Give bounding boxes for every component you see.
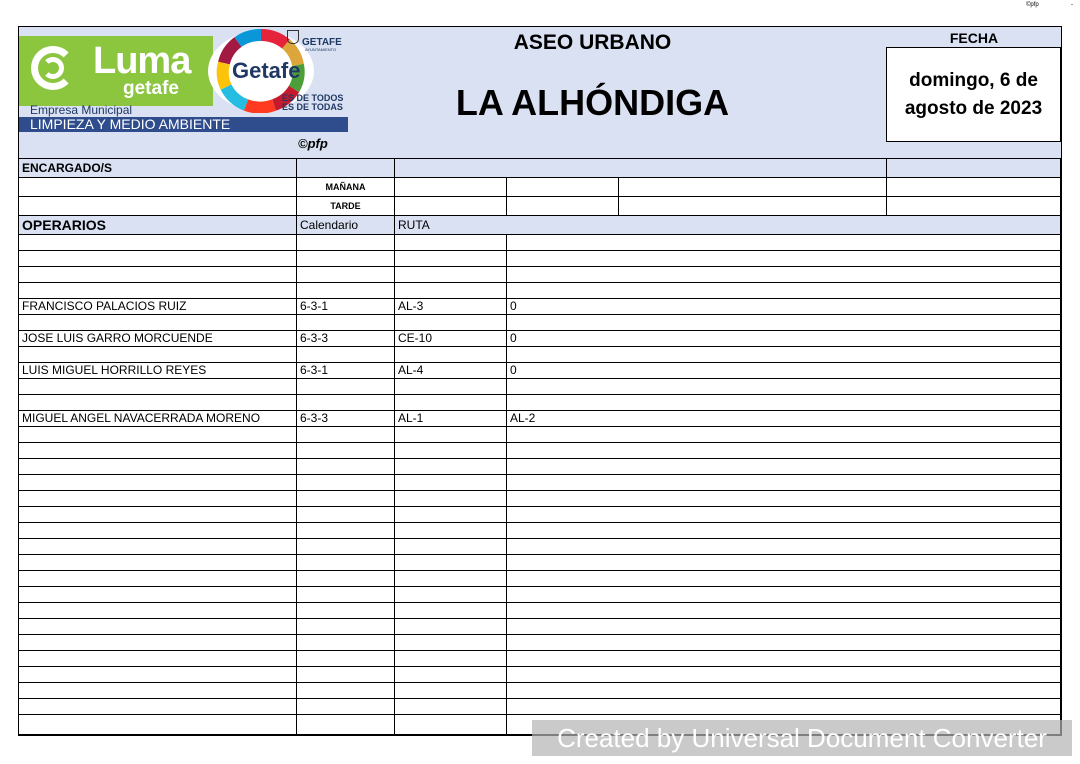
table-row-cell — [507, 347, 1061, 363]
top-dash: - — [1071, 2, 1073, 8]
operario-name: LUIS MIGUEL HORRILLO REYES — [19, 363, 297, 379]
operario-name: FRANCISCO PALACIOS RUIZ — [19, 299, 297, 315]
operario-name: JOSE LUIS GARRO MORCUENDE — [19, 331, 297, 347]
table-row-cell — [507, 379, 1061, 395]
operario-extra: 0 — [507, 331, 1061, 347]
table-row-cell — [395, 683, 507, 699]
table-row-cell — [507, 459, 1061, 475]
tarde-cell — [507, 197, 619, 216]
table-row-cell — [19, 395, 297, 411]
table-row-cell — [19, 491, 297, 507]
table-row-cell — [507, 507, 1061, 523]
table-row-cell — [297, 283, 395, 299]
col-ruta: RUTA — [395, 216, 1061, 235]
operario-extra: 0 — [507, 299, 1061, 315]
table-row-cell — [297, 603, 395, 619]
table-row-cell — [395, 571, 507, 587]
table-row-cell — [297, 427, 395, 443]
operario-ruta: CE-10 — [395, 331, 507, 347]
table-row-cell — [395, 587, 507, 603]
table-row-cell — [19, 555, 297, 571]
operario-ruta: AL-4 — [395, 363, 507, 379]
table-row-cell — [395, 619, 507, 635]
tarde-cell — [619, 197, 887, 216]
table-row-cell — [507, 555, 1061, 571]
table-row-cell — [507, 251, 1061, 267]
table-row-cell — [297, 315, 395, 331]
table-row-cell — [507, 283, 1061, 299]
ayuntamiento-sub-text: AYUNTAMIENTO — [305, 47, 337, 52]
table-row-cell — [507, 427, 1061, 443]
encargados-cell — [887, 159, 1061, 178]
table-row-cell — [297, 267, 395, 283]
table-row-cell — [297, 635, 395, 651]
table-row-cell — [395, 507, 507, 523]
table-row-cell — [297, 523, 395, 539]
place-title: LA ALHÓNDIGA — [455, 82, 730, 123]
table-row-cell — [395, 347, 507, 363]
table-row-cell — [395, 715, 507, 735]
es-de-todos-line: ES DE TODOS — [282, 93, 344, 103]
table-row-cell — [19, 267, 297, 283]
encargados-cell — [297, 159, 395, 178]
table-row-cell — [19, 235, 297, 251]
table-row-cell — [19, 379, 297, 395]
table-row-cell — [507, 395, 1061, 411]
table-row-cell — [19, 443, 297, 459]
table-row-cell — [395, 667, 507, 683]
table-row-cell — [395, 651, 507, 667]
table-row-cell — [395, 475, 507, 491]
tarde-label: TARDE — [297, 197, 395, 216]
table-row-cell — [297, 683, 395, 699]
table-row-cell — [507, 539, 1061, 555]
table-row-cell — [507, 315, 1061, 331]
operario-calendario: 6-3-3 — [297, 411, 395, 427]
sheet-header — [19, 27, 1061, 159]
table-row-cell — [19, 715, 297, 735]
table-row-cell — [297, 475, 395, 491]
ayuntamiento-text: GETAFE — [302, 37, 342, 48]
table-row-cell — [297, 491, 395, 507]
table-row-cell — [19, 571, 297, 587]
table-row-cell — [395, 523, 507, 539]
table-row-cell — [395, 443, 507, 459]
empresa-municipal-text: Empresa Municipal — [30, 103, 133, 117]
table-row-cell — [395, 395, 507, 411]
table-row-cell — [297, 235, 395, 251]
top-mark: ©pfp — [1026, 2, 1039, 8]
encargado-name-cell — [19, 178, 297, 197]
table-row-cell — [395, 267, 507, 283]
luma-logo — [19, 36, 213, 106]
table-row-cell — [507, 635, 1061, 651]
table-row-cell — [507, 651, 1061, 667]
operario-extra: AL-2 — [507, 411, 1061, 427]
table-row-cell — [297, 347, 395, 363]
table-row-cell — [19, 603, 297, 619]
table-row-cell — [19, 619, 297, 635]
encargados-label: ENCARGADO/S — [19, 159, 297, 178]
crest-icon — [287, 30, 299, 44]
table-row-cell — [395, 635, 507, 651]
es-de-todas-line: ES DE TODAS — [282, 102, 343, 112]
luma-swirl-inner-icon — [42, 57, 64, 79]
table-row-cell — [507, 443, 1061, 459]
table-row-cell — [297, 507, 395, 523]
table-row-cell — [19, 539, 297, 555]
table-row-cell — [297, 251, 395, 267]
section-title: ASEO URBANO — [513, 31, 672, 54]
table-row-cell — [395, 459, 507, 475]
table-row-cell — [297, 555, 395, 571]
operario-extra: 0 — [507, 363, 1061, 379]
operario-calendario: 6-3-1 — [297, 299, 395, 315]
getafe-logo-text: Getafe — [232, 58, 301, 83]
table-row-cell — [395, 699, 507, 715]
operarios-label: OPERARIOS — [19, 216, 297, 235]
table-row-cell — [19, 347, 297, 363]
operario-calendario: 6-3-3 — [297, 331, 395, 347]
table-row-cell — [395, 603, 507, 619]
table-row-cell — [507, 667, 1061, 683]
table-row-cell — [507, 475, 1061, 491]
limpieza-bar: LIMPIEZA Y MEDIO AMBIENTE — [19, 117, 348, 132]
table-row-cell — [395, 427, 507, 443]
table-row-cell — [19, 523, 297, 539]
fecha-label: FECHA — [949, 30, 999, 46]
manana-cell — [507, 178, 619, 197]
table-row-cell — [19, 635, 297, 651]
manana-cell — [395, 178, 507, 197]
table-row-cell — [19, 507, 297, 523]
manana-cell — [619, 178, 887, 197]
table-row-cell — [507, 699, 1061, 715]
table-row-cell — [19, 315, 297, 331]
table-row-cell — [19, 587, 297, 603]
table-row-cell — [19, 667, 297, 683]
table-row-cell — [19, 427, 297, 443]
table-row-cell — [507, 523, 1061, 539]
table-row-cell — [507, 571, 1061, 587]
table-row-cell — [297, 539, 395, 555]
table-row-cell — [297, 651, 395, 667]
table-row-cell — [19, 683, 297, 699]
table-row-cell — [507, 603, 1061, 619]
converter-watermark: Created by Universal Document Converter — [532, 720, 1072, 756]
pfp-mark: ©pfp — [298, 136, 328, 151]
tarde-cell — [395, 197, 507, 216]
table-row-cell — [19, 283, 297, 299]
table-row-cell — [297, 715, 395, 735]
table-row-cell — [507, 491, 1061, 507]
table-row-cell — [297, 619, 395, 635]
table-row-cell — [395, 315, 507, 331]
es-de-todos-text — [282, 94, 343, 112]
table-row-cell — [19, 699, 297, 715]
table-row-cell — [297, 587, 395, 603]
table-row-cell — [395, 235, 507, 251]
table-row-cell — [297, 459, 395, 475]
table-row-cell — [395, 491, 507, 507]
operario-ruta: AL-1 — [395, 411, 507, 427]
fecha-value: domingo, 6 de agosto de 2023 — [886, 47, 1061, 142]
table-row-cell — [395, 539, 507, 555]
schedule-sheet — [18, 26, 1062, 736]
manana-label: MAÑANA — [297, 178, 395, 197]
table-row-cell — [507, 587, 1061, 603]
table-row-cell — [19, 651, 297, 667]
operario-ruta: AL-3 — [395, 299, 507, 315]
table-row-cell — [297, 699, 395, 715]
table-row-cell — [507, 683, 1061, 699]
table-row-cell — [395, 251, 507, 267]
table-row-cell — [297, 395, 395, 411]
table-row-cell — [297, 571, 395, 587]
tarde-cell — [887, 197, 1061, 216]
table-row-cell — [297, 379, 395, 395]
manana-cell — [887, 178, 1061, 197]
table-row-cell — [507, 619, 1061, 635]
table-row-cell — [507, 267, 1061, 283]
encargados-cell — [395, 159, 887, 178]
table-row-cell — [297, 667, 395, 683]
encargado-name-cell — [19, 197, 297, 216]
table-row-cell — [297, 443, 395, 459]
table-row-cell — [507, 235, 1061, 251]
table-row-cell — [19, 459, 297, 475]
col-calendario: Calendario — [297, 216, 395, 235]
table-row-cell — [19, 251, 297, 267]
luma-logo-text: Luma — [93, 40, 191, 82]
operario-calendario: 6-3-1 — [297, 363, 395, 379]
table-row-cell — [395, 555, 507, 571]
table-row-cell — [395, 283, 507, 299]
table-row-cell — [395, 379, 507, 395]
luma-getafe-text: getafe — [123, 78, 179, 99]
operario-name: MIGUEL ANGEL NAVACERRADA MORENO — [19, 411, 297, 427]
table-row-cell — [19, 475, 297, 491]
